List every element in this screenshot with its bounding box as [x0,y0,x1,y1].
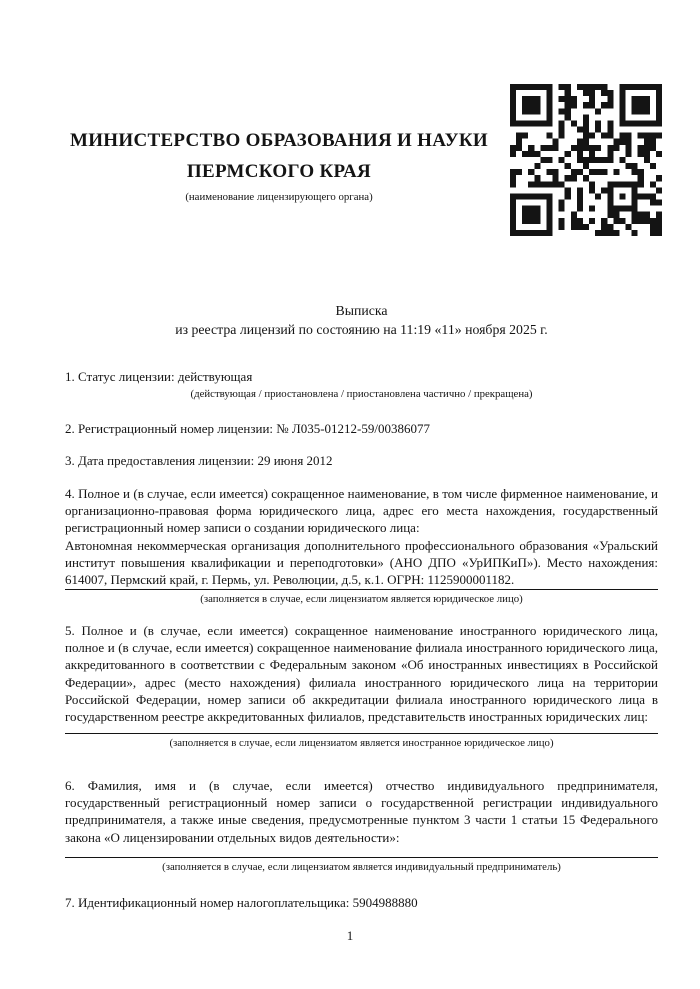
ministry-name-line2: ПЕРМСКОГО КРАЯ [186,161,372,182]
blank-field-line [65,733,658,734]
blank-field-line [65,857,658,858]
licensing-authority-header [65,129,493,204]
item-text: 7. Идентификационный номер налогоплательщика: 5904988880 [65,895,418,910]
item-license-grant-date [65,452,658,469]
item-registration-number [65,420,658,437]
item-foreign-entity-name [65,622,658,750]
item-value: Автономная некоммерческая организация дополнительного профессионального образования «Уральский институт повышения квалификации и переподготовки» (АНО ДПО «УрИПКиП»). Место нахождения: 614007, Пермский край, г. Пермь, ул. Революции, д.5, к.1. ОГРН: 1125900001182. [65,537,658,591]
item-text: 1. Статус лицензии: действующая [65,369,253,384]
item-text: 4. Полное и (в случае, если имеется) сокращенное наименование, в том числе фирменное наименование, и организационно-правовая форма юридического лица, адрес его места нахождения, государственный регистрационный номер записи о создании юридического лица: [65,486,658,536]
item-license-status [65,368,658,401]
ministry-name-line1: МИНИСТЕРСТВО ОБРАЗОВАНИЯ И НАУКИ [69,130,489,151]
page-number: 1 [346,928,354,943]
qr-code-icon [510,84,662,236]
item-legal-entity-name [65,485,658,606]
item-caption: (заполняется в случае, если лицензиатом является юридическое лицо) [200,593,523,606]
item-text: 2. Регистрационный номер лицензии: № Л035-01212-59/00386077 [65,421,431,436]
item-taxpayer-id [65,894,658,911]
document-title-line2: из реестра лицензий по состоянию на 11:19 «11» ноября 2025 г. [175,321,548,337]
item-caption: (заполняется в случае, если лицензиатом является индивидуальный предприниматель) [162,860,561,873]
item-text: 5. Полное и (в случае, если имеется) сокращенное наименование иностранного юридического лица, полное и (в случае, если имеется) сокращенное наименование филиала иностранного юридического лица, аккредитованного в соответствии с Федеральным законом «Об иностранных инвестициях в Российской Федерации», адрес (место нахождения) филиала иностранного юридического лица на территории Российской Федерации, номер записи об аккредитации филиала иностранного юридического лица в государственном реестре аккредитованных филиалов, представительств иностранных юридических лиц: [65,623,658,725]
item-text: 3. Дата предоставления лицензии: 29 июня 2012 [65,453,333,468]
item-caption: (действующая / приостановлена / приостановлена частично / прекращена) [190,388,533,401]
item-caption: (заполняется в случае, если лицензиатом является иностранное юридическое лицо) [169,737,554,750]
item-individual-entrepreneur [65,777,658,874]
document-title-line1: Выписка [335,303,388,318]
licensing-authority-caption: (наименование лицензирующего органа) [185,191,373,203]
document-title [65,302,658,339]
item-text: 6. Фамилия, имя и (в случае, если имеется) отчество индивидуального предпринимателя, государственный регистрационный номер записи о государственной регистрации индивидуального предпринимателя, а также иные сведения, предусмотренные пунктом 3 части 1 статьи 15 Федерального закона «О лицензировании отдельных видов деятельности»: [65,778,658,845]
